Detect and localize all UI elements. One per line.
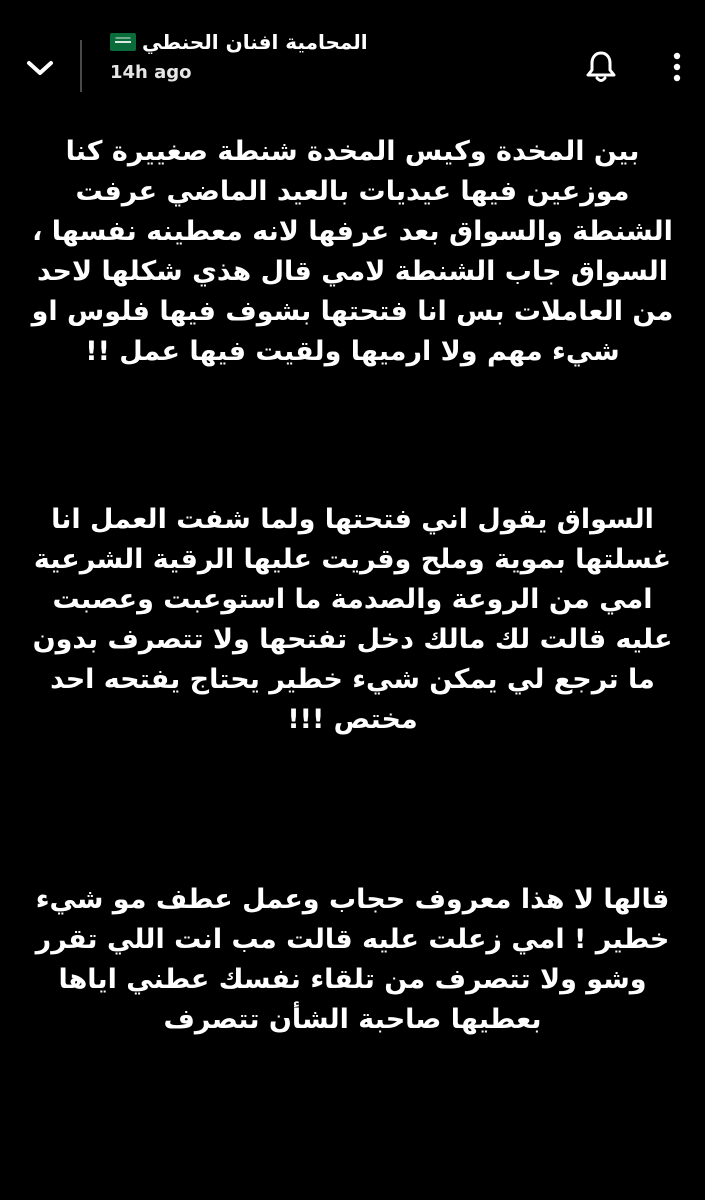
account-name: المحامية افنان الحنطي	[142, 30, 368, 54]
more-options-button[interactable]	[660, 44, 694, 90]
saudi-flag-icon	[110, 33, 136, 51]
notification-button[interactable]	[578, 44, 624, 90]
account-info[interactable]	[110, 30, 430, 83]
header-divider	[80, 40, 82, 92]
collapse-button[interactable]	[18, 48, 62, 88]
chevron-down-icon	[25, 58, 55, 78]
story-header	[0, 0, 705, 110]
story-paragraph-3: قالها لا هذا معروف حجاب وعمل عطف مو شيء خطير ! امي زعلت عليه قالت مب انت اللي تقرر وشو ولا تتصرف من تلقاء نفسك عطني اياها بعطيها صاحبة الشأن تتصرف	[35, 884, 670, 1035]
story-paragraph-1: بين المخدة وكيس المخدة شنطة صغييرة كنا موزعين فيها عيديات بالعيد الماضي عرفت الشنطة والسواق بعد عرفها لانه معطينه نفسها ، السواق جاب الشنطة لامي قال هذي شكلها لاحد من العاملات بس انا فتحتها بشوف فيها فلوس او شيء مهم ولا ارميها ولقيت فيها عمل !!	[31, 136, 674, 367]
story-paragraph-2: السواق يقول اني فتحتها ولما شفت العمل انا غسلتها بموية وملح وقريت عليها الرقية الشرعية امي من الروعة والصدمة ما استوعبت وعصبت عليه قالت لك مالك دخل تفتحها ولا تتصرف بدون ما ترجع لي يمكن شيء خطير يحتاج يفتحه احد مختص !!!	[32, 504, 673, 735]
bell-icon	[585, 50, 617, 84]
post-timestamp: 14h ago	[110, 62, 192, 83]
more-vertical-icon	[672, 52, 682, 82]
